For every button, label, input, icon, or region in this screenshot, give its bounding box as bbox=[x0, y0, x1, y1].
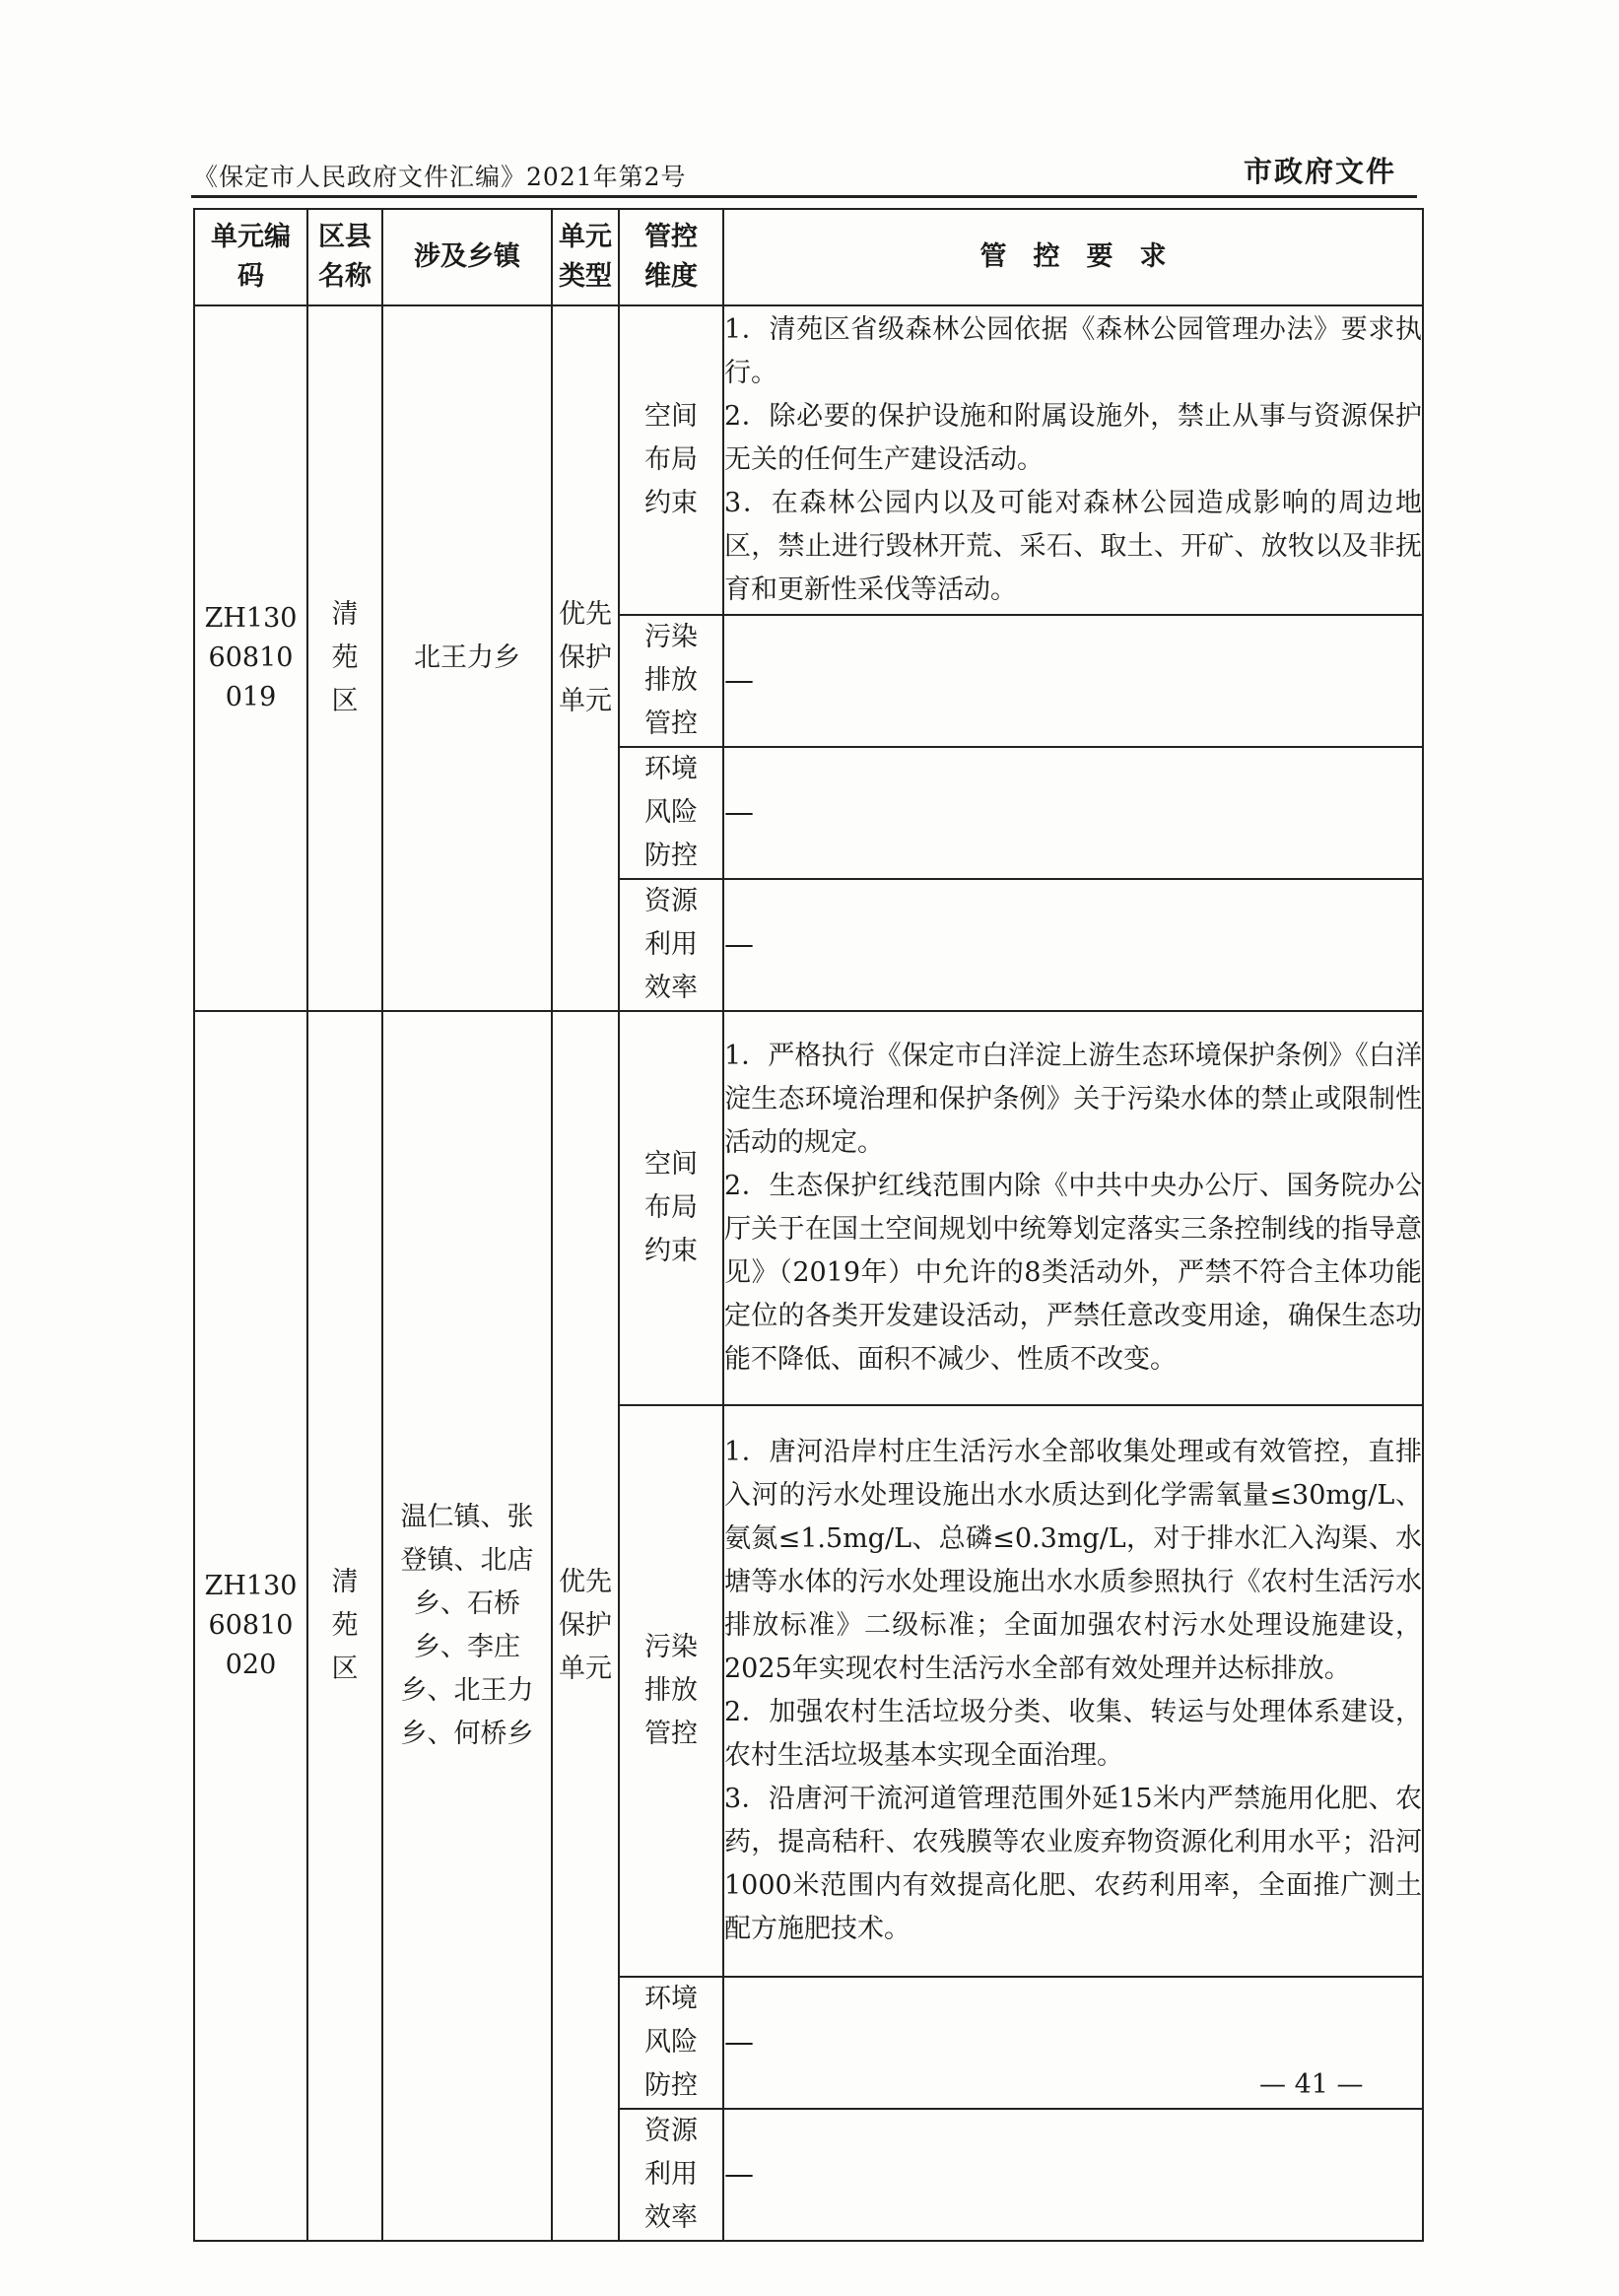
unit-code: ZH13060810019 bbox=[194, 305, 307, 1011]
col-header-county: 区县名称 bbox=[307, 209, 382, 305]
table-row bbox=[194, 305, 1423, 615]
requirement-item: 1．严格执行《保定市白洋淀上游生态环境保护条例》《白洋淀生态环境治理和保护条例》关于污染水体的禁止或限制性活动的规定。 bbox=[724, 1041, 1422, 1158]
page-number: — 41 — bbox=[1259, 2069, 1364, 2100]
header-rule bbox=[191, 195, 1417, 198]
table-row bbox=[194, 1011, 1423, 1405]
requirement-empty: — bbox=[723, 615, 1423, 747]
dimension-name: 污染排放管控 bbox=[619, 615, 723, 747]
document-source-header: 《保定市人民政府文件汇编》2021年第2号 bbox=[193, 163, 687, 191]
requirement-empty: — bbox=[723, 1977, 1423, 2109]
county-name: 清苑区 bbox=[307, 305, 382, 1011]
dimension-name: 空间布局约束 bbox=[619, 1011, 723, 1405]
county-name: 清苑区 bbox=[307, 1011, 382, 2241]
col-header-unit-code: 单元编码 bbox=[194, 209, 307, 305]
requirement-empty: — bbox=[723, 2109, 1423, 2241]
requirements-cell bbox=[723, 305, 1423, 615]
dimension-name: 环境风险防控 bbox=[619, 1977, 723, 2109]
requirement-item: 2．除必要的保护设施和附属设施外，禁止从事与资源保护无关的任何生产建设活动。 bbox=[724, 401, 1422, 475]
unit-type: 优先保护单元 bbox=[552, 1011, 619, 2241]
dimension-name: 空间布局约束 bbox=[619, 305, 723, 615]
section-header: 市政府文件 bbox=[1244, 155, 1397, 188]
dimension-name: 污染排放管控 bbox=[619, 1405, 723, 1977]
requirement-empty: — bbox=[723, 879, 1423, 1011]
dimension-name: 资源利用效率 bbox=[619, 2109, 723, 2241]
unit-type: 优先保护单元 bbox=[552, 305, 619, 1011]
control-requirements-table bbox=[193, 208, 1424, 2242]
requirement-item: 1．唐河沿岸村庄生活污水全部收集处理或有效管控，直排入河的污水处理设施出水水质达到化学需氧量≤30mg/L、氨氮≤1.5mg/L、总磷≤0.3mg/L，对于排水汇入沟渠、水塘等水体的污水处理设施出水水质参照执行《农村生活污水排放标准》二级标准；全面加强农村污水处理设施建设，2025年实现农村生活污水全部有效处理并达标排放。 bbox=[724, 1437, 1422, 1684]
col-header-requirements: 管 控 要 求 bbox=[723, 209, 1423, 305]
requirements-cell bbox=[723, 1011, 1423, 1405]
requirements-cell bbox=[723, 1405, 1423, 1977]
requirement-item: 3．沿唐河干流河道管理范围外延15米内严禁施用化肥、农药，提高秸秆、农残膜等农业废弃物资源化利用水平；沿河1000米范围内有效提高化肥、农药利用率，全面推广测土配方施肥技术。 bbox=[724, 1784, 1422, 1944]
requirement-item: 1．清苑区省级森林公园依据《森林公园管理办法》要求执行。 bbox=[724, 314, 1422, 388]
dimension-name: 环境风险防控 bbox=[619, 747, 723, 879]
towns: 温仁镇、张登镇、北店乡、石桥乡、李庄乡、北王力乡、何桥乡 bbox=[382, 1011, 552, 2241]
requirement-item: 2．加强农村生活垃圾分类、收集、转运与处理体系建设，农村生活垃圾基本实现全面治理。 bbox=[724, 1697, 1422, 1771]
requirement-item: 2．生态保护红线范围内除《中共中央办公厅、国务院办公厅关于在国土空间规划中统筹划定落实三条控制线的指导意见》（2019年）中允许的8类活动外，严禁不符合主体功能定位的各类开发建设活动，严禁任意改变用途，确保生态功能不降低、面积不减少、性质不改变。 bbox=[724, 1171, 1422, 1375]
col-header-towns: 涉及乡镇 bbox=[382, 209, 552, 305]
table-header-row bbox=[194, 209, 1423, 305]
col-header-unit-type: 单元类型 bbox=[552, 209, 619, 305]
col-header-dimension: 管控维度 bbox=[619, 209, 723, 305]
dimension-name: 资源利用效率 bbox=[619, 879, 723, 1011]
unit-code: ZH13060810020 bbox=[194, 1011, 307, 2241]
requirement-empty: — bbox=[723, 747, 1423, 879]
requirement-item: 3．在森林公园内以及可能对森林公园造成影响的周边地区，禁止进行毁林开荒、采石、取土、开矿、放牧以及非抚育和更新性采伐等活动。 bbox=[724, 488, 1422, 605]
towns: 北王力乡 bbox=[382, 305, 552, 1011]
